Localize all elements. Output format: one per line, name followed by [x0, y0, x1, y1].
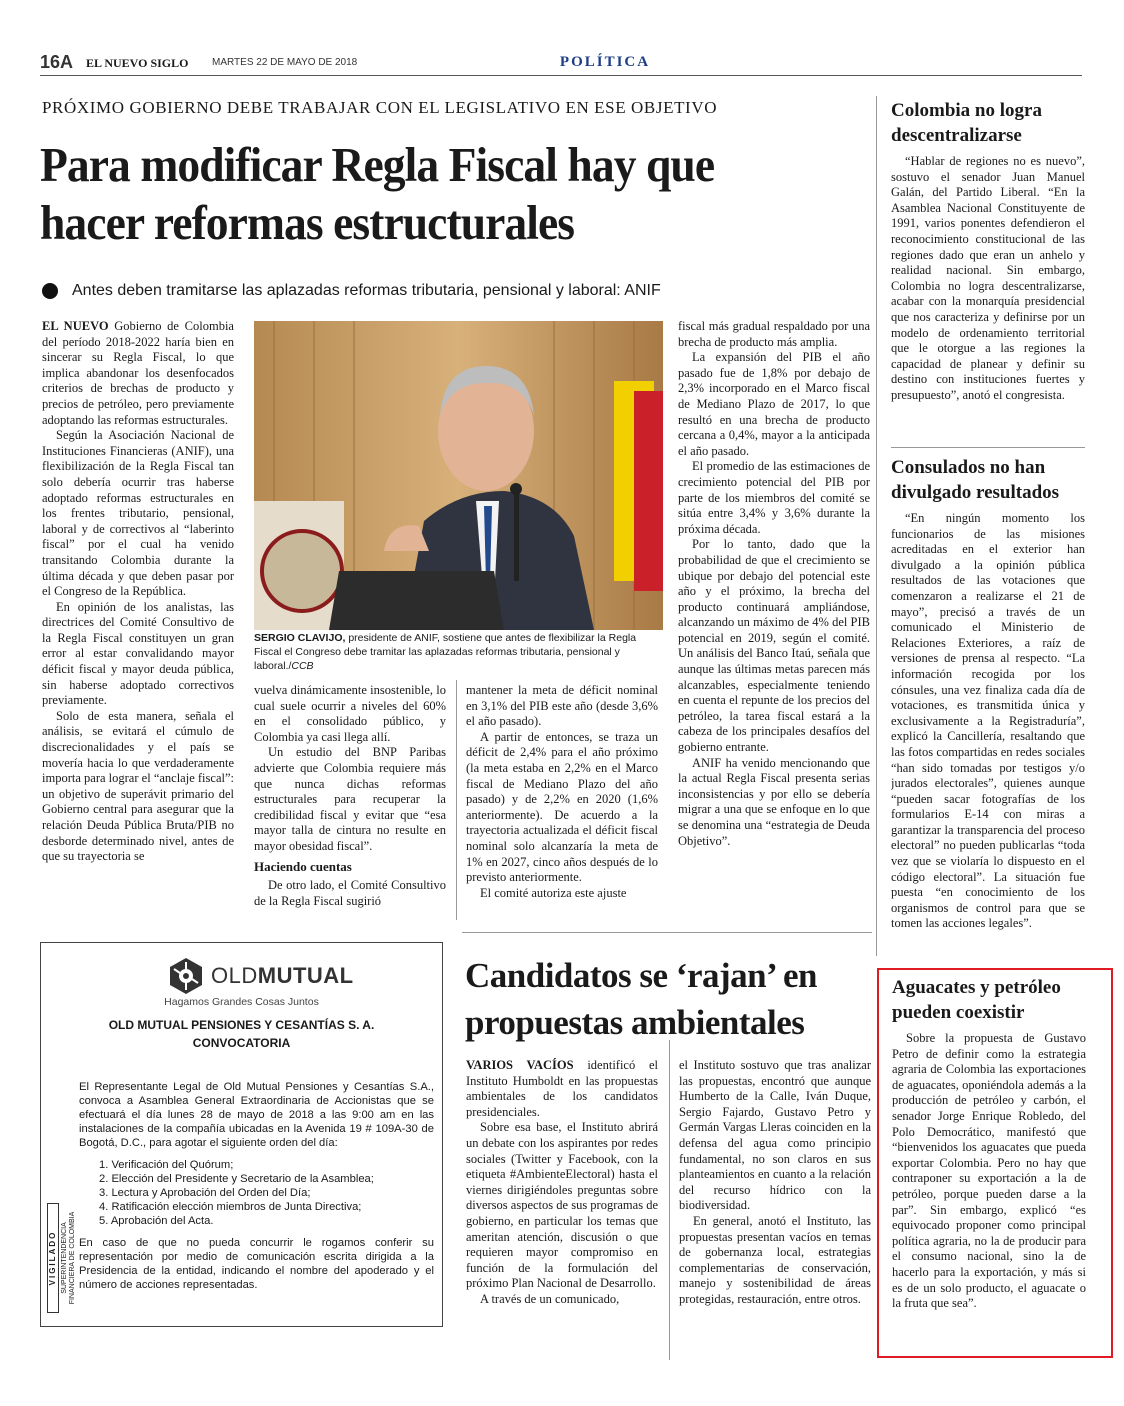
paragraph: En general, anotó el Instituto, las propuestas presentan vacíos en temas de gobernanza local, estrategias complementarias de conservación, manejo y sostenibilidad de áreas protegidas, restauración, entre otros.	[679, 1213, 871, 1306]
sidebar-text: Sobre la propuesta de Gustavo Petro de definir como la estrategia agraria de Colombia las exportaciones de aguacates, oponiéndola además a la producción de petróleo y carbón, el senador Jorge Enrique Robledo, del Polo Democrático, manifestó que “bienvenidos los aguacates que pueda exportar Colombia. Pero no hay que contraponer su exportación a la de petróleo, porque pueden darse a la par”. Sin embargo, explicó “es equivocado proponer como principal política agraria, no la de producir para el consumo nacional, sino la de hacerlo para la exportación, y más si es de un solo producto, el aguacate o la fruta que sea”.	[892, 1031, 1086, 1311]
paragraph: El promedio de las estimaciones de crecimiento potencial del PIB por parte de los miembros del comité se sitúa entre 3,4% y 3,6% durante la próxima década.	[678, 459, 870, 536]
ad-closing: En caso de que no pueda concurrir le rogamos conferir su representación por medio de comunicación escrita dirigida a la Presidencia de la entidad, indicando el nombre del apoderado y el número de acciones representadas.	[79, 1237, 434, 1291]
caption-name: SERGIO CLAVIJO,	[254, 632, 346, 644]
section-subhead: Haciendo cuentas	[254, 858, 352, 874]
paragraph: vuelva dinámicamente insostenible, lo cual suele ocurrir a niveles del 60% en el consolidado público, y Colombia ya casi llega allí.	[254, 683, 446, 744]
caption-text: presidente de ANIF, sostiene que antes de flexibilizar la Regla Fiscal el Congreso debe tramitar las aplazadas reformas tributaria, pensional y laboral./	[254, 632, 637, 672]
sidebar-item-descentralizacion	[891, 98, 1085, 439]
sidebar-text: “En ningún momento los funcionarios de las misiones acreditadas en el exterior han divulgado a la opinión pública resultados de las votaciones que comenzaron a realizarse el 21 de mayo”, precisó a través de un comunicado el Ministerio de Relaciones Exteriores, a raíz de versiones de prensa al respecto. “La información recogida por los cónsules, una vez finaliza cada día de votaciones, es transmitida única y exclusivamente a la Registraduría”, explicó la Cancillería, resaltando que las fotos compartidas en redes sociales “han sido tomadas por testigos y/o jurados electorales”, quienes aunque “pueden sacar fotografías de los formularios E-14 con miras a garantizar la transparencia del proceso electoral” no pueden publicarlas “toda vez que se violaría lo dispuesto en el código electoral”. La situación fue puesta “en conocimiento de los organismos de control para que se tomen las acciones legales”.	[891, 511, 1085, 931]
old-mutual-logo-icon	[167, 957, 205, 995]
publication-date: MARTES 22 DE MAYO DE 2018	[212, 57, 358, 68]
sidebar-title: Colombia no logra descentralizarse	[891, 100, 1042, 146]
paragraph: Sobre esa base, el Instituto abrirá un debate con los aspirantes por redes sociales (Twitter y Facebook, con la etiqueta #AmbienteElectoral) hasta el viernes dirigiéndoles preguntas sobre diversos aspectos de sus programas de gobierno, en particular los temas que ameritan atención, discusión o que requieren mayor compromiso en función de la formulación del próximo Plan Nacional de Desarrollo.	[466, 1120, 658, 1291]
article-kicker: PRÓXIMO GOBIERNO DEBE TRABAJAR CON EL LEGISLATIVO EN ESE OBJETIVO	[42, 98, 718, 117]
ad-intro: El Representante Legal de Old Mutual Pensiones y Cesantías S.A., convoca a Asamblea General Extraordinaria de Accionistas que se efectuará el día lunes 28 de mayo de 2018 a las 9:00 am en las instalaciones de la compañía ubicadas en la Avenida 19 # 109A-30 de Bogotá, D.C., para agotar el siguiente orden del día:	[79, 1081, 434, 1149]
sidebar-text: “Hablar de regiones no es nuevo”, sostuvo el senador Juan Manuel Galán, del Partido Liberal. “En la Asamblea Nacional Constituyente de 1991, varios ponentes defendieron el reconocimiento constitucional de las regiones dado que eran un anhelo y realidad nacional. Sin embargo, Colombia no logra descentralizarse, acabar con la monarquía presidencial que nos caracteriza y definirse por un modelo de ordenamiento territorial que le otorgue a las regiones la capacidad de planear y definir su destino con instituciones fuertes y presupuesto”, anotó el congresista.	[891, 154, 1085, 402]
column-divider	[669, 1040, 670, 1360]
speaker-photo	[254, 321, 663, 630]
article-column-1	[42, 319, 234, 921]
article-divider	[462, 932, 872, 933]
sidebar-divider	[876, 96, 877, 956]
agenda-item: 3. Lectura y Aprobación del Orden del Día;	[99, 1187, 311, 1199]
agenda-item: 1. Verificación del Quórum;	[99, 1159, 234, 1171]
paragraph: Un estudio del BNP Paribas advierte que Colombia requiere más que nunca dichas reformas estructurales para recuperar la credibilidad fiscal y evitar que “esa mayor talla de cintura no resulte en mayor obesidad fiscal”.	[254, 745, 446, 853]
page-number: 16A	[40, 52, 74, 72]
article-headline: Para modificar Regla Fiscal hay que hacer reformas estructurales	[40, 137, 715, 250]
second-article-column-1	[466, 1058, 658, 1353]
agenda-item: 5. Aprobación del Acta.	[99, 1215, 214, 1227]
agenda-item: 2. Elección del Presidente y Secretario de la Asamblea;	[99, 1173, 374, 1185]
article-column-2	[254, 683, 446, 923]
article-column-4	[678, 319, 870, 921]
paragraph: A partir de entonces, se traza un déficit de 2,4% para el año próximo (la meta estaba en 2,2% en el Marco fiscal de Mediano Plazo del año pasado) y de 2,2% en 2020 (1,6% anteriormente). De acuerdo a la trayectoria actualizada el déficit fiscal nominal solo alcanzaría la meta de 1% en 2027, cinco años después de lo previsto anteriormente.	[466, 729, 658, 885]
bullet-icon	[42, 283, 58, 299]
paragraph: La expansión del PIB el año pasado fue de 1,8% por debajo de 2,3% incorporado en el Marco fiscal de Mediano Plazo de 2017, lo que resultó en una brecha de producto cercana a 0,4%, mayor a la anticipada el año pasado.	[678, 350, 870, 458]
brand-name: OLDMUTUAL	[211, 963, 354, 988]
ad-agenda	[99, 1158, 434, 1228]
paragraph: En opinión de los analistas, las directrices del Comité Consultivo de la Regla Fiscal constituyen un gran error al estar convalidando mayor déficit fiscal y mayor deuda pública, sin haberse adoptado correctivos previamente.	[42, 599, 234, 708]
paragraph: EL NUEVO Gobierno de Colombia del período 2018-2022 haría bien en sincerar su Regla Fiscal, lo que implica abandonar los desenfocados criterios de brechas de producto y precios de petróleo, pero previamente adoptando las reformas estructurales.	[42, 319, 234, 427]
agenda-item: 4. Ratificación elección miembros de Junta Directiva;	[99, 1201, 362, 1213]
ad-tagline: Hagamos Grandes Cosas Juntos	[164, 996, 319, 1008]
column-divider	[456, 680, 457, 920]
vigilado-stamp: VIGILADO SUPERINTENDENCIA FINANCIERA DE COLOMBIA	[47, 1195, 77, 1305]
sidebar-divider	[891, 447, 1085, 448]
article-photo	[254, 321, 663, 630]
paragraph: VARIOS VACÍOS identificó el Instituto Humboldt en las propuestas ambientales de los candidatos presidenciales.	[466, 1058, 658, 1119]
photo-caption	[254, 631, 663, 673]
photo-credit: CCB	[291, 660, 314, 672]
sidebar-title: Consulados no han divulgado resultados	[891, 457, 1060, 503]
paragraph: Por lo tanto, dado que la probabilidad de que el crecimiento se ubique por debajo del potencial este año y el próximo, la brecha del producto continuará ampliándose, alcanzando un máximo de 4% del PIB potencial en 2019, según el comité. Un análisis del Banco Itaú, señala que aunque las últimas metas parecen más alcanzables, especialmente teniendo en cuenta el repunte de los precios del petróleo, la tarea fiscal estará a la cabeza de los principales desafíos del gobierno entrante.	[678, 537, 870, 755]
second-article-column-2	[679, 1058, 871, 1353]
second-article-headline: Candidatos se ‘rajan’ en propuestas ambientales	[465, 956, 817, 1042]
sidebar-title: Aguacates y petróleo pueden coexistir	[892, 977, 1061, 1023]
section-name: POLÍTICA	[559, 54, 651, 70]
publication-name: EL NUEVO SIGLO	[86, 56, 189, 70]
ad-heading: OLD MUTUAL PENSIONES Y CESANTÍAS S. A. CONVOCATORIA	[108, 1018, 375, 1050]
paragraph: el Instituto sostuvo que tras analizar las propuestas, encontró que aunque Humberto de la Calle, Iván Duque, Sergio Fajardo, Gustavo Petro y Germán Vargas Lleras coinciden en la defensa del agua como principio fundamental, no son claros en sus planteamientos en cuanto a la relación del recurso hídrico con la biodiversidad.	[679, 1058, 871, 1213]
paragraph: Solo de esta manera, señala el análisis, se evitará el cúmulo de discrecionalidades y el país se movería hacia lo que verdaderamente importa para lograr el “anclaje fiscal”: un objetivo de superávit primario del Gobierno central para asegurar que la relación Deuda Pública Bruta/PIB no desborde determinado nivel, antes de que su trayectoria se	[42, 708, 234, 864]
paragraph: mantener la meta de déficit nominal en 3,1% del PIB este año (desde 3,6% el año pasado).	[466, 683, 658, 729]
page-header	[40, 52, 1082, 76]
ad-body	[79, 1080, 434, 1292]
sidebar-item-consulados	[891, 455, 1085, 951]
sidebar-item-aguacates	[892, 975, 1086, 1331]
old-mutual-ad	[40, 942, 443, 1327]
paragraph: fiscal más gradual respaldado por una brecha de producto más amplia.	[678, 319, 870, 349]
paragraph: Según la Asociación Nacional de Instituciones Financieras (ANIF), una flexibilización de la Regla Fiscal tan solo debería ocurrir tras haberse adoptado reformas estructurales en los frentes tributario, pensional, laboral y de correctivos al “laberinto fiscal” por el cual ha venido transitando Colombia durante la última década y que deben pasar por el Congreso de la República.	[42, 428, 234, 599]
article-column-3	[466, 683, 658, 923]
subheadline-text: Antes deben tramitarse las aplazadas reformas tributaria, pensional y laboral: ANIF	[72, 282, 661, 299]
paragraph: ANIF ha venido mencionando que la actual Regla Fiscal presenta serias inconsistencias y por ello se debería migrar a una que se enfoque en lo que se denomina una “estrategia de Deuda Objetivo”.	[678, 755, 870, 848]
paragraph: De otro lado, el Comité Consultivo de la Regla Fiscal sugirió	[254, 878, 446, 908]
paragraph: El comité autoriza este ajuste	[480, 885, 627, 900]
paragraph: A través de un comunicado,	[480, 1291, 620, 1306]
ad-logo	[167, 957, 354, 995]
article-subheadline	[42, 282, 872, 300]
